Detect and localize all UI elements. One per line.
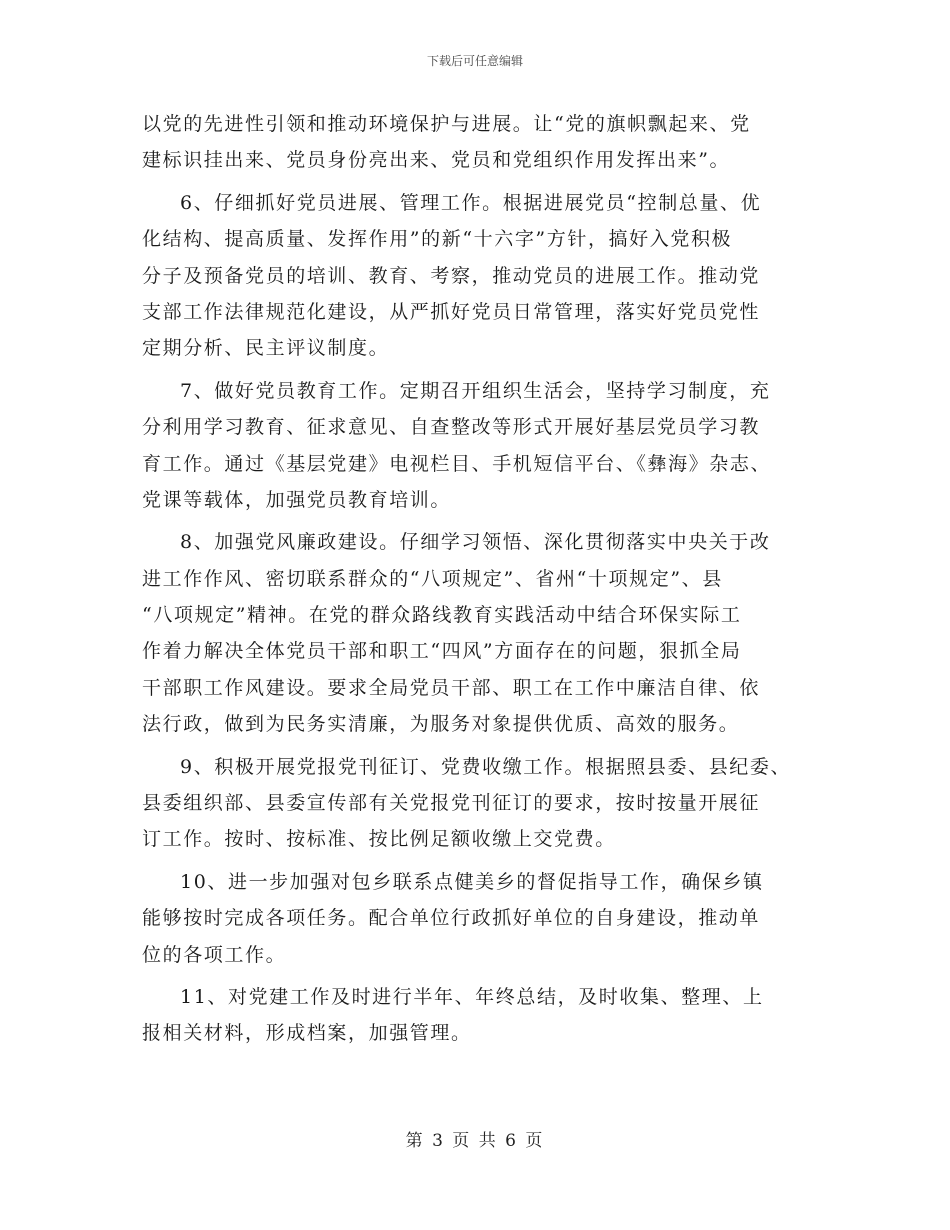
text-line: 报相关材料，形成档案，加强管理。 (142, 1022, 472, 1045)
text-line: 位的各项工作。 (142, 943, 287, 966)
text-line: 法行政，做到为民务实清廉，为服务对象提供优质、高效的服务。 (142, 713, 740, 736)
paragraph (142, 979, 832, 1052)
text-line: 建标识挂出来、党员身份亮出来、党员和党组织作用发挥出来”。 (142, 149, 731, 172)
text-line: 分利用学习教育、征求意见、自查整改等形式开展好基层党员学习教 (142, 416, 761, 439)
text-line: 能够按时完成各项任务。配合单位行政抓好单位的自身建设，推动单 (142, 907, 761, 930)
text-line: 化结构、提高质量、发挥作用”的新“十六字”方针，搞好入党积极 (142, 228, 733, 251)
page-footer: 第 3 页 共 6 页 (405, 1131, 545, 1151)
paragraph (142, 106, 832, 179)
text-line: 作着力解决全体党员干部和职工“四风”方面存在的问题，狠抓全局 (142, 640, 742, 663)
paragraph (142, 524, 832, 742)
text-line: 以党的先进性引领和推动环境保护与进展。让“党的旗帜飘起来、党 (142, 113, 751, 135)
text-line: 9、积极开展党报党刊征订、党费收缴工作。根据照县委、县纪委、 (180, 755, 792, 778)
text-line: 进工作作风、密切联系群众的“八项规定”、省州“十项规定”、县 (142, 567, 723, 590)
page-header: 下载后可任意编辑 (426, 54, 523, 68)
text-line: 育工作。通过《基层党建》电视栏目、手机短信平台、《彝海》杂志、 (142, 452, 772, 475)
paragraph (142, 185, 832, 367)
document-body (142, 106, 832, 1052)
text-line: 定期分析、民主评议制度。 (142, 337, 390, 360)
text-line: “八项规定”精神。在党的群众路线教育实践活动中结合环保实际工 (142, 604, 742, 627)
text-line: 分子及预备党员的培训、教育、考察，推动党员的进展工作。推动党 (142, 264, 761, 287)
text-line: 11、对党建工作及时进行半年、年终总结，及时收集、整理、上 (180, 985, 764, 1008)
text-line: 支部工作法律规范化建设，从严抓好党员日常管理，落实好党员党性 (142, 300, 761, 323)
paragraph (142, 373, 832, 519)
paragraph (142, 864, 832, 973)
text-line: 6、仔细抓好党员进展、管理工作。根据进展党员“控制总量、优 (180, 191, 762, 214)
text-line: 7、做好党员教育工作。定期召开组织生活会，坚持学习制度，充 (180, 379, 771, 402)
text-line: 10、进一步加强对包乡联系点健美乡的督促指导工作，确保乡镇 (180, 870, 764, 893)
text-line: 县委组织部、县委宣传部有关党报党刊征订的要求，按时按量开展征 (142, 792, 761, 815)
text-line: 党课等载体，加强党员教育培训。 (142, 488, 452, 511)
text-line: 订工作。按时、按标准、按比例足额收缴上交党费。 (142, 828, 616, 851)
text-line: 8、加强党风廉政建设。仔细学习领悟、深化贯彻落实中央关于改 (180, 531, 771, 554)
text-line: 干部职工作风建设。要求全局党员干部、职工在工作中廉洁自律、依 (142, 676, 761, 699)
paragraph (142, 749, 832, 858)
